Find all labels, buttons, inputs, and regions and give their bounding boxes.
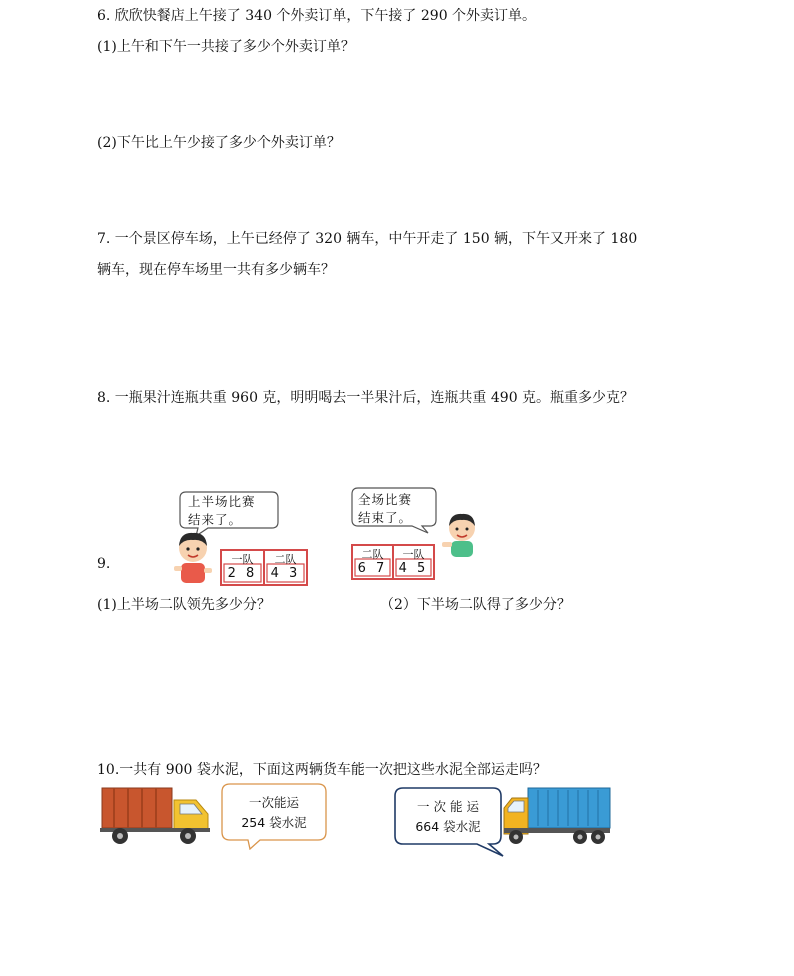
truck2-capacity-line1: 一 次 能 运 <box>417 799 479 814</box>
left-bubble-line2: 结来了。 <box>188 512 243 527</box>
right-board-score1: 6 7 <box>357 561 388 576</box>
q7-line2: 辆车，现在停车场里一共有多少辆车？ <box>97 262 335 278</box>
left-board-col1 <box>221 549 264 584</box>
left-board-col2 <box>264 549 307 584</box>
right-bubble-line1: 全场比赛 <box>358 492 413 507</box>
q7-line1: 7. 一个景区停车场，上午已经停了 320 辆车，中午开走了 150 辆，下午又开来了 180 <box>97 231 638 247</box>
left-bubble-line1: 上半场比赛 <box>188 494 256 509</box>
left-board-team2: 二队 <box>274 553 297 566</box>
left-board-score2: 4 3 <box>270 566 301 581</box>
truck-container-icon <box>502 786 612 848</box>
right-board-team1: 二队 <box>361 548 384 561</box>
right-bubble-line2: 结束了。 <box>358 510 413 525</box>
left-board-score1: 2 8 <box>227 566 258 581</box>
q6-part2: (2)下午比上午少接了多少个外卖订单？ <box>97 135 341 151</box>
q10-stem: 10.一共有 900 袋水泥，下面这两辆货车能一次把这些水泥全部运走吗？ <box>97 762 547 778</box>
truck1-capacity-line1: 一次能运 <box>248 795 299 810</box>
boy-left-icon <box>172 530 214 586</box>
right-board-score2: 4 5 <box>398 561 429 576</box>
left-board-team1: 一队 <box>231 553 254 566</box>
q6-part1: (1)上午和下午一共接了多少个外卖订单？ <box>97 39 355 55</box>
q9-part1: (1)上半场二队领先多少分？ <box>97 597 271 613</box>
right-board-col1 <box>352 544 393 578</box>
truck1-capacity-line2: 254 袋水泥 <box>241 815 307 830</box>
right-board-col2 <box>393 544 434 578</box>
q8-stem: 8. 一瓶果汁连瓶共重 960 克，明明喝去一半果汁后，连瓶共重 490 克。瓶重多少克？ <box>97 390 635 406</box>
q6-stem: 6. 欣欣快餐店上午接了 340 个外卖订单，下午接了 290 个外卖订单。 <box>97 8 537 24</box>
truck2-capacity-line2: 664 袋水泥 <box>415 819 481 834</box>
truck-orange-icon <box>100 786 212 846</box>
q9-number: 9. <box>97 556 111 572</box>
boy-right-icon <box>440 512 482 558</box>
right-board-team2: 一队 <box>402 548 425 561</box>
q9-part2: （2）下半场二队得了多少分？ <box>380 597 571 613</box>
